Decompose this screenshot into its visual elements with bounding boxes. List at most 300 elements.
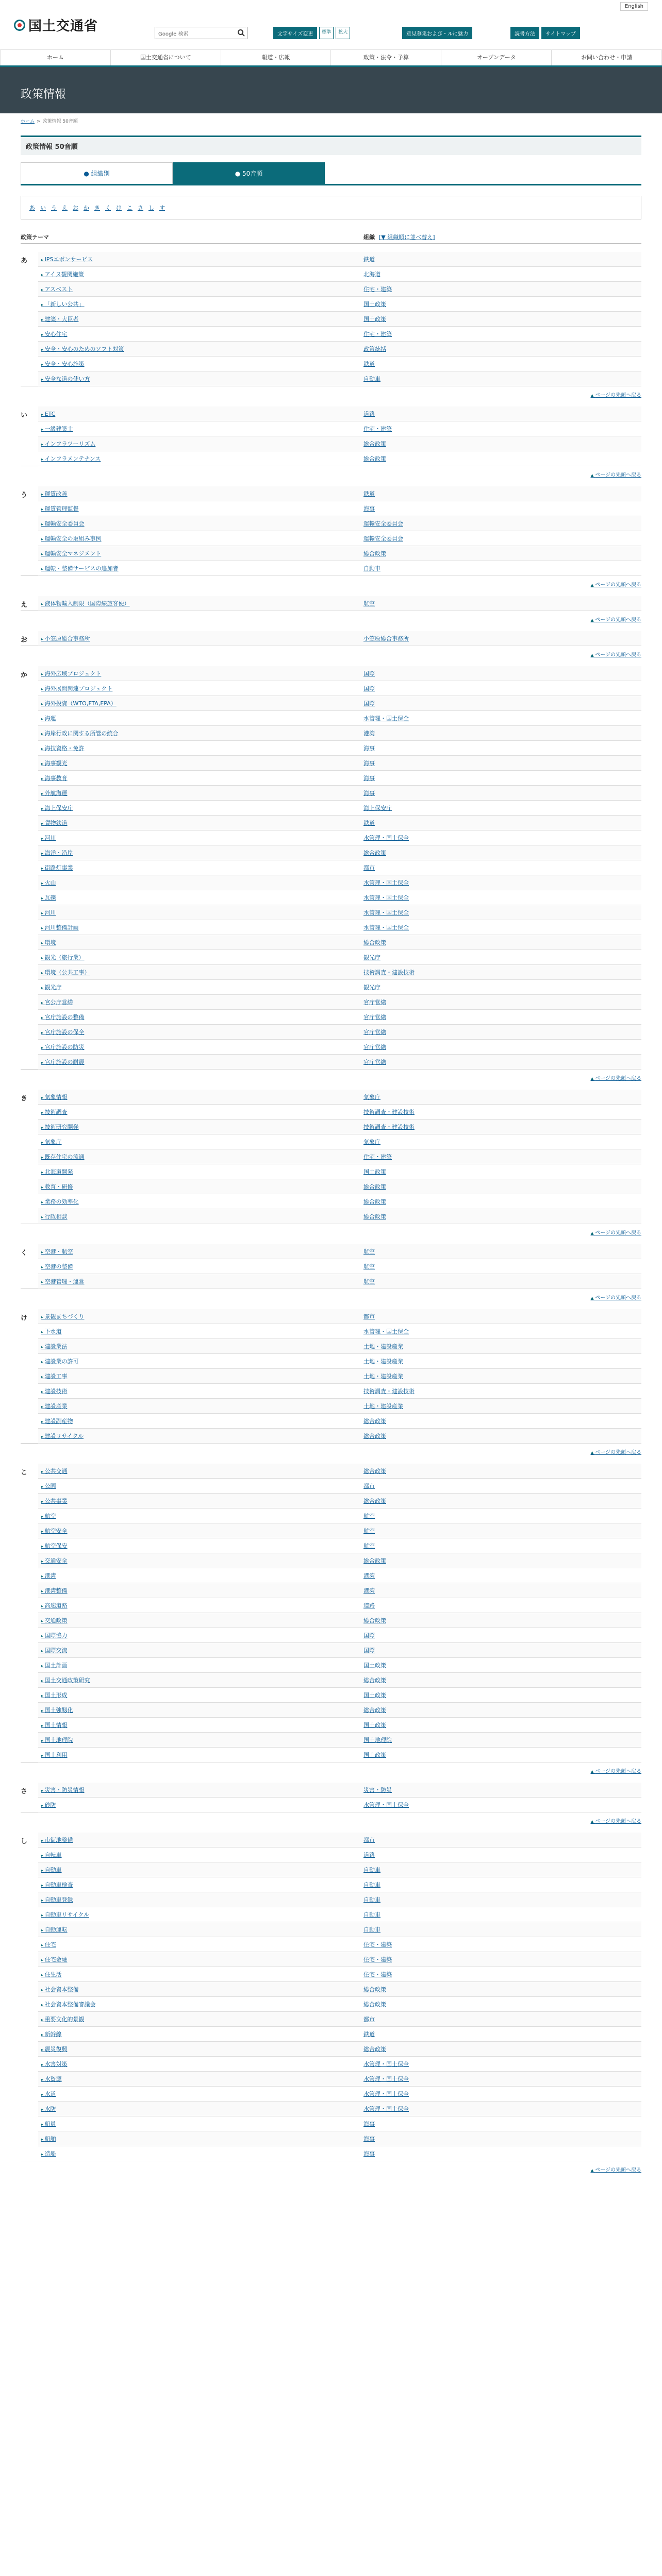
policy-theme-link[interactable]: ▸ 安全・安心のためのソフト対策 bbox=[38, 345, 363, 353]
organization-link[interactable]: 総合政策 bbox=[363, 2046, 386, 2053]
organization-link[interactable]: 自動車 bbox=[363, 1896, 380, 1903]
list-item bbox=[38, 1509, 641, 1523]
organization-link[interactable]: 国際 bbox=[363, 1647, 375, 1654]
kana-link[interactable]: え bbox=[62, 205, 68, 211]
policy-theme-link[interactable]: ▸ 国土利用 bbox=[38, 1751, 363, 1759]
policy-theme-link[interactable]: ▸ アスベスト bbox=[38, 285, 363, 293]
organization-link[interactable]: 総合政策 bbox=[363, 455, 386, 462]
list-item bbox=[38, 1414, 641, 1429]
policy-theme-link[interactable]: ▸ 水資源 bbox=[38, 2075, 363, 2083]
organization-link[interactable]: 国土政策 bbox=[363, 1692, 386, 1699]
organization-link[interactable]: 官庁営繕 bbox=[363, 1014, 386, 1021]
organization-link[interactable]: 水管理・国土保全 bbox=[363, 2061, 409, 2067]
organization-link[interactable]: 都市 bbox=[363, 1483, 375, 1489]
list-item bbox=[38, 1877, 641, 1892]
policy-theme-link[interactable]: ▸ 運転・整備サービスの追加者 bbox=[38, 564, 363, 572]
organization-link[interactable]: 国際 bbox=[363, 670, 375, 677]
organization-link[interactable]: 総合政策 bbox=[363, 1498, 386, 1504]
policy-theme-link[interactable]: ▸ 海事観光 bbox=[38, 759, 363, 767]
organization-link[interactable]: 国土地理院 bbox=[363, 1737, 392, 1743]
tab-by-organization[interactable]: ● 組織別 bbox=[21, 162, 173, 184]
kana-link[interactable]: し bbox=[148, 205, 154, 211]
kana-link[interactable]: か bbox=[84, 205, 89, 211]
organization-link[interactable]: 災害・防災 bbox=[363, 1787, 392, 1793]
policy-theme-link[interactable]: ▸ 災害・防災情報 bbox=[38, 1786, 363, 1794]
organization-link[interactable]: 住宅・建築 bbox=[363, 1956, 392, 1963]
policy-theme-link[interactable]: ▸ 砂防 bbox=[38, 1801, 363, 1809]
policy-theme-link[interactable]: ▸ 船員 bbox=[38, 2120, 363, 2128]
policy-theme-link[interactable]: ▸ 国土計画 bbox=[38, 1661, 363, 1669]
list-item bbox=[38, 1040, 641, 1055]
policy-theme-link[interactable]: ▸ 下水道 bbox=[38, 1327, 363, 1335]
sitemap-button[interactable]: サイトマップ bbox=[541, 27, 580, 39]
policy-theme-link[interactable]: ▸ 官庁施設の整備 bbox=[38, 1013, 363, 1021]
organization-link[interactable]: 都市 bbox=[363, 865, 375, 871]
policy-theme-link[interactable]: ▸ 水害対策 bbox=[38, 2060, 363, 2068]
back-to-top bbox=[21, 650, 641, 658]
policy-theme-link[interactable]: ▸ 海洋・沿岸 bbox=[38, 849, 363, 857]
organization-link[interactable]: 自動車 bbox=[363, 565, 380, 572]
list-item bbox=[38, 1952, 641, 1967]
organization-link[interactable]: 水管理・国土保全 bbox=[363, 894, 409, 901]
policy-theme-link[interactable]: ▸ 船舶 bbox=[38, 2134, 363, 2143]
policy-theme-link[interactable]: ▸ 気象情報 bbox=[38, 1093, 363, 1101]
policy-theme-link[interactable]: ▸ ETC bbox=[38, 411, 363, 417]
policy-theme-link[interactable]: ▸ 環境 bbox=[38, 938, 363, 946]
organization-link[interactable]: 気象庁 bbox=[363, 1139, 380, 1145]
organization-link[interactable]: 海事 bbox=[363, 745, 375, 752]
policy-theme-link[interactable]: ▸ 小笠原総合事務所 bbox=[38, 634, 363, 642]
organization-link[interactable]: 水管理・国土保全 bbox=[363, 879, 409, 886]
list-item bbox=[38, 816, 641, 831]
policy-theme-link[interactable]: ▸ 住生活 bbox=[38, 1970, 363, 1978]
policy-theme-link[interactable]: ▸ 環境（公共工事） bbox=[38, 968, 363, 976]
organization-link[interactable]: 港湾 bbox=[363, 1587, 375, 1594]
policy-theme-link[interactable]: ▸ 官庁施設の耐震 bbox=[38, 1058, 363, 1066]
organization-link[interactable]: 道路 bbox=[363, 1852, 375, 1858]
organization-link[interactable]: 気象庁 bbox=[363, 1094, 380, 1100]
organization-link[interactable]: 自動車 bbox=[363, 1926, 380, 1933]
policy-theme-link[interactable]: ▸ 港湾整備 bbox=[38, 1586, 363, 1595]
policy-theme-link[interactable]: ▸ 技術研究開発 bbox=[38, 1123, 363, 1131]
organization-link[interactable]: 海事 bbox=[363, 2150, 375, 2157]
policy-theme-link[interactable]: ▸ 教育・研修 bbox=[38, 1182, 363, 1191]
breadcrumb bbox=[0, 113, 662, 128]
organization-link[interactable]: 鉄道 bbox=[363, 361, 375, 367]
organization-link[interactable]: 土地・建設産業 bbox=[363, 1403, 403, 1410]
kana-link[interactable]: お bbox=[73, 205, 78, 211]
organization-link[interactable]: 総合政策 bbox=[363, 1707, 386, 1714]
policy-theme-link[interactable]: ▸ 公共交通 bbox=[38, 1467, 363, 1475]
policy-theme-link[interactable]: ▸ 業務の効率化 bbox=[38, 1197, 363, 1206]
policy-theme-link[interactable]: ▸ 官庁施設の防災 bbox=[38, 1043, 363, 1051]
policy-theme-link[interactable]: ▸ 河川整備計画 bbox=[38, 923, 363, 931]
policy-theme-link[interactable]: ▸ 建設産業 bbox=[38, 1402, 363, 1410]
font-standard-button[interactable]: 標準 bbox=[319, 27, 334, 39]
policy-theme-link[interactable]: ▸ アイヌ観関施策 bbox=[38, 270, 363, 278]
policy-theme-link[interactable]: ▸ 既存住宅の流通 bbox=[38, 1153, 363, 1161]
policy-theme-link[interactable]: ▸ 運賃管理監督 bbox=[38, 504, 363, 513]
organization-link[interactable]: 住宅・建築 bbox=[363, 1154, 392, 1160]
organization-link[interactable]: 総合政策 bbox=[363, 1198, 386, 1205]
policy-theme-link[interactable]: ▸ インフラツーリズム bbox=[38, 439, 363, 448]
policy-theme-link[interactable]: ▸ 重要文化的景観 bbox=[38, 2015, 363, 2023]
list-item bbox=[38, 1643, 641, 1658]
policy-theme-link[interactable]: ▸ 海事教育 bbox=[38, 774, 363, 782]
back-to-top-link[interactable]: ▲ ページの先頭へ戻る bbox=[590, 2167, 641, 2173]
policy-theme-link[interactable]: ▸ 国際交流 bbox=[38, 1646, 363, 1654]
policy-theme-link[interactable]: ▸ インフラメンテナンス bbox=[38, 454, 363, 463]
organization-link[interactable]: 国土政策 bbox=[363, 1662, 386, 1669]
policy-theme-link[interactable]: ▸ 河川 bbox=[38, 908, 363, 917]
policy-theme-link[interactable]: ▸ 航空 bbox=[38, 1512, 363, 1520]
organization-link[interactable]: 水管理・国土保全 bbox=[363, 715, 409, 722]
kana-link[interactable]: い bbox=[40, 205, 46, 211]
organization-link[interactable]: 水管理・国土保全 bbox=[363, 1802, 409, 1808]
kana-group-heading: き bbox=[21, 1090, 38, 1224]
policy-theme-link[interactable]: ▸ 河川 bbox=[38, 834, 363, 842]
policy-theme-link[interactable]: ▸ 公共事業 bbox=[38, 1497, 363, 1505]
list-item bbox=[38, 282, 641, 297]
policy-theme-link[interactable]: ▸ 運賃改善 bbox=[38, 489, 363, 498]
kana-link[interactable]: う bbox=[51, 205, 57, 211]
policy-theme-link[interactable]: ▸ 航空保安 bbox=[38, 1541, 363, 1550]
list-item bbox=[38, 357, 641, 371]
organization-link[interactable]: 国際 bbox=[363, 700, 375, 707]
organization-link[interactable]: 総合政策 bbox=[363, 550, 386, 557]
organization-link[interactable]: 海事 bbox=[363, 790, 375, 796]
organization-link[interactable]: 小笠原総合事務所 bbox=[363, 635, 409, 642]
policy-theme-link[interactable]: ▸ 海運 bbox=[38, 714, 363, 722]
organization-link[interactable]: 国土政策 bbox=[363, 301, 386, 308]
organization-link[interactable]: 航空 bbox=[363, 1248, 375, 1255]
organization-link[interactable]: 住宅・建築 bbox=[363, 1971, 392, 1978]
policy-theme-link[interactable]: ▸ 国際協力 bbox=[38, 1631, 363, 1639]
policy-theme-link[interactable]: ▸ 新幹線 bbox=[38, 2030, 363, 2038]
organization-link[interactable]: 自動車 bbox=[363, 1911, 380, 1918]
organization-link[interactable]: 道路 bbox=[363, 1602, 375, 1609]
policy-theme-link[interactable]: ▸ 景観まちづくり bbox=[38, 1312, 363, 1320]
policy-theme-link[interactable]: ▸ 建築・大臣者 bbox=[38, 315, 363, 323]
organization-link[interactable]: 航空 bbox=[363, 600, 375, 607]
policy-theme-link[interactable]: ▸ 官庁施設の保全 bbox=[38, 1028, 363, 1036]
list-header-org-label: 組織 bbox=[363, 234, 375, 241]
organization-link[interactable]: 航空 bbox=[363, 1543, 375, 1549]
policy-theme-link[interactable]: ▸ 建設副産物 bbox=[38, 1417, 363, 1425]
back-to-top-link[interactable]: ▲ ページの先頭へ戻る bbox=[590, 652, 641, 658]
organization-link[interactable]: 住宅・建築 bbox=[363, 1941, 392, 1948]
kana-group-heading: あ bbox=[21, 252, 38, 386]
organization-link[interactable]: 技術調査・建設技術 bbox=[363, 969, 415, 976]
organization-link[interactable]: 官庁営繕 bbox=[363, 1029, 386, 1036]
policy-theme-link[interactable]: ▸ 住宅金融 bbox=[38, 1955, 363, 1963]
organization-link[interactable]: 航空 bbox=[363, 1513, 375, 1519]
organization-link[interactable]: 国土政策 bbox=[363, 1722, 386, 1728]
organization-link[interactable]: 海上保安庁 bbox=[363, 805, 392, 811]
organization-link[interactable]: 国際 bbox=[363, 1632, 375, 1639]
policy-theme-link[interactable]: ▸ 一級建築士 bbox=[38, 425, 363, 433]
organization-link[interactable]: 水管理・国土保全 bbox=[363, 835, 409, 841]
policy-theme-link[interactable]: ▸ 外航海運 bbox=[38, 789, 363, 797]
policy-theme-link[interactable]: ▸ 瓦礫 bbox=[38, 893, 363, 902]
organization-link[interactable]: 自動車 bbox=[363, 1867, 380, 1873]
site-logo[interactable] bbox=[14, 15, 98, 35]
back-to-top-link[interactable]: ▲ ページの先頭へ戻る bbox=[590, 393, 641, 398]
organization-link[interactable]: 総合政策 bbox=[363, 1213, 386, 1220]
back-to-top-link[interactable]: ▲ ページの先頭へ戻る bbox=[590, 1819, 641, 1824]
policy-theme-link[interactable]: ▸ 安全な道の使い方 bbox=[38, 375, 363, 383]
policy-theme-link[interactable]: ▸ 街路灯事業 bbox=[38, 863, 363, 872]
kana-link[interactable]: く bbox=[105, 205, 111, 211]
policy-theme-link[interactable]: ▸ 貨物鉄道 bbox=[38, 819, 363, 827]
organization-link[interactable]: 住宅・建築 bbox=[363, 426, 392, 432]
search-input[interactable]: Google 検索 bbox=[158, 31, 189, 37]
kana-link[interactable]: あ bbox=[29, 205, 35, 211]
gnav-item-policy[interactable]: 政策・法令・予算 bbox=[331, 50, 441, 65]
organization-link[interactable]: 鉄道 bbox=[363, 820, 375, 826]
policy-theme-link[interactable]: ▸ 海外投資（WTO,FTA,EPA） bbox=[38, 699, 363, 707]
organization-link[interactable]: 官庁営繕 bbox=[363, 999, 386, 1006]
policy-theme-link[interactable]: ▸ 行政相談 bbox=[38, 1212, 363, 1221]
organization-link[interactable]: 観光庁 bbox=[363, 954, 380, 961]
gnav-item-opendata[interactable]: オープンデータ bbox=[441, 50, 552, 65]
policy-theme-link[interactable]: ▸ 建設業法 bbox=[38, 1342, 363, 1350]
organization-link[interactable]: 鉄道 bbox=[363, 2031, 375, 2038]
organization-link[interactable]: 総合政策 bbox=[363, 1433, 386, 1439]
organization-link[interactable]: 総合政策 bbox=[363, 1557, 386, 1564]
policy-theme-link[interactable]: ▸ 液体物輸入制限（国際線旅客便） bbox=[38, 599, 363, 607]
organization-link[interactable]: 都市 bbox=[363, 1837, 375, 1843]
policy-theme-link[interactable]: ▸ 運輸安全委員会 bbox=[38, 519, 363, 528]
kana-link[interactable]: さ bbox=[138, 205, 143, 211]
policy-theme-link[interactable]: ▸ 国土情報 bbox=[38, 1721, 363, 1729]
policy-theme-link[interactable]: ▸ 国土形成 bbox=[38, 1691, 363, 1699]
organization-link[interactable]: 水管理・国土保全 bbox=[363, 1328, 409, 1335]
organization-link[interactable]: 技術調査・建設技術 bbox=[363, 1124, 415, 1130]
back-to-top-link[interactable]: ▲ ページの先頭へ戻る bbox=[590, 1769, 641, 1774]
policy-theme-link[interactable]: ▸ 社会資本整備審議会 bbox=[38, 2000, 363, 2008]
organization-link[interactable]: 水管理・国土保全 bbox=[363, 924, 409, 931]
policy-theme-link[interactable]: ▸ 住宅 bbox=[38, 1940, 363, 1948]
back-to-top-link[interactable]: ▲ ページの先頭へ戻る bbox=[590, 582, 641, 588]
language-selector[interactable]: English bbox=[620, 2, 648, 11]
policy-theme-link[interactable]: ▸ 安心住宅 bbox=[38, 330, 363, 338]
back-to-top-link[interactable]: ▲ ページの先頭へ戻る bbox=[590, 1295, 641, 1301]
policy-theme-link[interactable]: ▸ 海外展開関連プロジェクト bbox=[38, 684, 363, 692]
policy-theme-link[interactable]: ▸ 建設工事 bbox=[38, 1372, 363, 1380]
policy-theme-link[interactable]: ▸ 水防 bbox=[38, 2105, 363, 2113]
policy-theme-link[interactable]: ▸ 水道 bbox=[38, 2090, 363, 2098]
kana-group bbox=[21, 1783, 641, 1812]
organization-link[interactable]: 観光庁 bbox=[363, 984, 380, 991]
policy-theme-link[interactable]: ▸ 海外広域プロジェクト bbox=[38, 669, 363, 677]
policy-theme-link[interactable]: ▸ 交通政策 bbox=[38, 1616, 363, 1624]
policy-theme-link[interactable]: ▸ 気象庁 bbox=[38, 1138, 363, 1146]
organization-link[interactable]: 海事 bbox=[363, 775, 375, 782]
policy-theme-link[interactable]: ▸ 社会資本整備 bbox=[38, 1985, 363, 1993]
kana-link[interactable]: す bbox=[159, 205, 165, 211]
policy-theme-link[interactable]: ▸ 市街地整備 bbox=[38, 1836, 363, 1844]
font-large-button[interactable]: 拡大 bbox=[336, 27, 350, 39]
gnav-item-about[interactable]: 国土交通省について bbox=[111, 50, 221, 65]
policy-list bbox=[0, 252, 662, 2173]
organization-link[interactable]: 土地・建設産業 bbox=[363, 1358, 403, 1365]
organization-link[interactable]: 運輸安全委員会 bbox=[363, 535, 403, 542]
policy-theme-link[interactable]: ▸ 国土交通政策研究 bbox=[38, 1676, 363, 1684]
inquiry-button[interactable]: 意見募集および・ルに魅力 bbox=[402, 27, 472, 39]
organization-link[interactable]: 総合政策 bbox=[363, 1183, 386, 1190]
back-to-top-link[interactable]: ▲ ページの先頭へ戻る bbox=[590, 1230, 641, 1236]
kana-link[interactable]: こ bbox=[127, 205, 133, 211]
policy-theme-link[interactable]: ▸ 海技資格・免許 bbox=[38, 744, 363, 752]
organization-link[interactable]: 海事 bbox=[363, 2136, 375, 2142]
policy-theme-link[interactable]: ▸ 自動運転 bbox=[38, 1925, 363, 1934]
organization-link[interactable]: 水管理・国土保全 bbox=[363, 909, 409, 916]
list-item bbox=[38, 1862, 641, 1877]
back-to-top-link[interactable]: ▲ ページの先頭へ戻る bbox=[590, 472, 641, 478]
policy-theme-link[interactable]: ▸ 自転車 bbox=[38, 1851, 363, 1859]
policy-theme-link[interactable]: ▸ 自動車検査 bbox=[38, 1880, 363, 1889]
policy-theme-link[interactable]: ▸ 公園 bbox=[38, 1482, 363, 1490]
organization-link[interactable]: 総合政策 bbox=[363, 939, 386, 946]
search-box[interactable] bbox=[155, 27, 247, 39]
organization-link[interactable]: 国土政策 bbox=[363, 316, 386, 323]
gnav-item-contact[interactable]: お問い合わせ・申請 bbox=[552, 50, 662, 65]
organization-link[interactable]: 海事 bbox=[363, 2121, 375, 2127]
organization-link[interactable]: 土地・建設産業 bbox=[363, 1373, 403, 1380]
policy-theme-link[interactable]: ▸ 自動車 bbox=[38, 1866, 363, 1874]
gnav-item-press[interactable]: 報道・広報 bbox=[221, 50, 332, 65]
list-item bbox=[38, 1309, 641, 1324]
organization-link[interactable]: 官庁営繕 bbox=[363, 1059, 386, 1065]
back-to-top-link[interactable]: ▲ ページの先頭へ戻る bbox=[590, 617, 641, 623]
policy-theme-link[interactable]: ▸ 観光（旅行業） bbox=[38, 953, 363, 961]
kana-link[interactable]: き bbox=[94, 205, 100, 211]
organization-link[interactable]: 政策統括 bbox=[363, 346, 386, 352]
list-item bbox=[38, 681, 641, 696]
organization-link[interactable]: 技術調査・建設技術 bbox=[363, 1109, 415, 1115]
back-to-top bbox=[21, 615, 641, 623]
policy-theme-link[interactable]: ▸ 造船 bbox=[38, 2149, 363, 2158]
organization-link[interactable]: 自動車 bbox=[363, 1882, 380, 1888]
policy-theme-link[interactable]: ▸ 海岸行政に関する所管の統合 bbox=[38, 729, 363, 737]
kana-group bbox=[21, 1309, 641, 1444]
policy-theme-link[interactable]: ▸ 港湾 bbox=[38, 1571, 363, 1580]
organization-link[interactable]: 国際 bbox=[363, 685, 375, 692]
organization-link[interactable]: 総合政策 bbox=[363, 440, 386, 447]
organization-link[interactable]: 港湾 bbox=[363, 1572, 375, 1579]
policy-theme-link[interactable]: ▸ 建設技術 bbox=[38, 1387, 363, 1395]
organization-link[interactable]: 総合政策 bbox=[363, 1677, 386, 1684]
policy-theme-link[interactable]: ▸ 建設リサイクル bbox=[38, 1432, 363, 1440]
organization-link[interactable]: 道路 bbox=[363, 411, 375, 417]
policy-theme-link[interactable]: ▸ 観光庁 bbox=[38, 983, 363, 991]
logo-text: 国土交通省 bbox=[28, 19, 98, 34]
organization-link[interactable]: 鉄道 bbox=[363, 256, 375, 263]
organization-link[interactable]: 水管理・国土保全 bbox=[363, 2091, 409, 2097]
search-icon[interactable] bbox=[237, 29, 245, 37]
organization-link[interactable]: 北海道 bbox=[363, 271, 380, 278]
policy-theme-link[interactable]: ▸ 国土地理院 bbox=[38, 1736, 363, 1744]
policy-theme-link[interactable]: ▸ 北海道開発 bbox=[38, 1167, 363, 1176]
org-sort-link[interactable]: [▼ 組織順に並べ替え] bbox=[379, 234, 435, 241]
policy-theme-link[interactable]: ▸ 運輸安全マネジメント bbox=[38, 549, 363, 557]
organization-link[interactable]: 総合政策 bbox=[363, 1468, 386, 1475]
breadcrumb-home[interactable]: ホーム bbox=[21, 119, 35, 124]
policy-theme-link[interactable]: ▸ 交通安全 bbox=[38, 1556, 363, 1565]
organization-link[interactable]: 総合政策 bbox=[363, 1617, 386, 1624]
organization-link[interactable]: 土地・建設産業 bbox=[363, 1343, 403, 1350]
organization-link[interactable]: 都市 bbox=[363, 2016, 375, 2023]
kana-link[interactable]: け bbox=[116, 205, 122, 211]
organization-link[interactable]: 航空 bbox=[363, 1278, 375, 1285]
organization-link[interactable]: 自動車 bbox=[363, 376, 380, 382]
organization-link[interactable]: 航空 bbox=[363, 1528, 375, 1534]
organization-link[interactable]: 海事 bbox=[363, 505, 375, 512]
policy-theme-link[interactable]: ▸ 運輸安全の取組み事例 bbox=[38, 534, 363, 543]
policy-theme-link[interactable]: ▸ 空港管理・運営 bbox=[38, 1277, 363, 1285]
policy-theme-link[interactable]: ▸ 火山 bbox=[38, 878, 363, 887]
policy-theme-link[interactable]: ▸ 建設業の許可 bbox=[38, 1357, 363, 1365]
gnav-item-home[interactable]: ホーム bbox=[0, 50, 111, 65]
organization-link[interactable]: 技術調査・建設技術 bbox=[363, 1388, 415, 1395]
organization-link[interactable]: 住宅・建築 bbox=[363, 286, 392, 293]
tab-by-kana[interactable]: ● 50音順 bbox=[173, 162, 325, 184]
policy-theme-link[interactable]: ▸ 官公庁営繕 bbox=[38, 998, 363, 1006]
policy-theme-link[interactable]: ▸ 震災復興 bbox=[38, 2045, 363, 2053]
kana-group-rows bbox=[38, 486, 641, 576]
organization-link[interactable]: 水管理・国土保全 bbox=[363, 2076, 409, 2082]
back-to-top bbox=[21, 1074, 641, 1081]
list-item bbox=[38, 1798, 641, 1812]
organization-link[interactable]: 運輸安全委員会 bbox=[363, 520, 403, 527]
policy-theme-link[interactable]: ▸ IPSエボンサービス bbox=[38, 255, 363, 263]
organization-link[interactable]: 国土政策 bbox=[363, 1752, 386, 1758]
kana-group-rows bbox=[38, 252, 641, 386]
organization-link[interactable]: 鉄道 bbox=[363, 490, 375, 497]
organization-link[interactable]: 航空 bbox=[363, 1263, 375, 1270]
organization-link[interactable]: 総合政策 bbox=[363, 850, 386, 856]
organization-link[interactable]: 官庁営繕 bbox=[363, 1044, 386, 1050]
list-item bbox=[38, 726, 641, 741]
organization-link[interactable]: 港湾 bbox=[363, 730, 375, 737]
organization-link[interactable]: 海事 bbox=[363, 760, 375, 767]
breadcrumb-current: 政策情報 50音順 bbox=[42, 119, 78, 124]
back-to-top-link[interactable]: ▲ ページの先頭へ戻る bbox=[590, 1450, 641, 1455]
organization-link[interactable]: 総合政策 bbox=[363, 1986, 386, 1993]
policy-theme-link[interactable]: ▸ 国土強靱化 bbox=[38, 1706, 363, 1714]
organization-link[interactable]: 都市 bbox=[363, 1313, 375, 1320]
organization-link[interactable]: 住宅・建築 bbox=[363, 331, 392, 337]
policy-theme-link[interactable]: ▸ 安全・安心施策 bbox=[38, 360, 363, 368]
policy-theme-link[interactable]: ▸ 自動車リサイクル bbox=[38, 1910, 363, 1919]
policy-theme-link[interactable]: ▸ 「新しい公共」 bbox=[38, 300, 363, 308]
policy-theme-link[interactable]: ▸ 自動車登録 bbox=[38, 1895, 363, 1904]
policy-theme-link[interactable]: ▸ 空港の整備 bbox=[38, 1262, 363, 1270]
organization-link[interactable]: 国土政策 bbox=[363, 1168, 386, 1175]
organization-link[interactable]: 総合政策 bbox=[363, 2001, 386, 2008]
kana-group-rows bbox=[38, 1309, 641, 1444]
organization-link[interactable]: 水管理・国土保全 bbox=[363, 2106, 409, 2112]
policy-theme-link[interactable]: ▸ 海上保安庁 bbox=[38, 804, 363, 812]
organization-link[interactable]: 総合政策 bbox=[363, 1418, 386, 1425]
policy-theme-link[interactable]: ▸ 空港・航空 bbox=[38, 1247, 363, 1256]
back-to-top-link[interactable]: ▲ ページの先頭へ戻る bbox=[590, 1076, 641, 1081]
policy-theme-link[interactable]: ▸ 高速道路 bbox=[38, 1601, 363, 1609]
reading-button[interactable]: 読書方法 bbox=[510, 27, 539, 39]
policy-theme-link[interactable]: ▸ 技術調査 bbox=[38, 1108, 363, 1116]
policy-theme-link[interactable]: ▸ 航空安全 bbox=[38, 1527, 363, 1535]
